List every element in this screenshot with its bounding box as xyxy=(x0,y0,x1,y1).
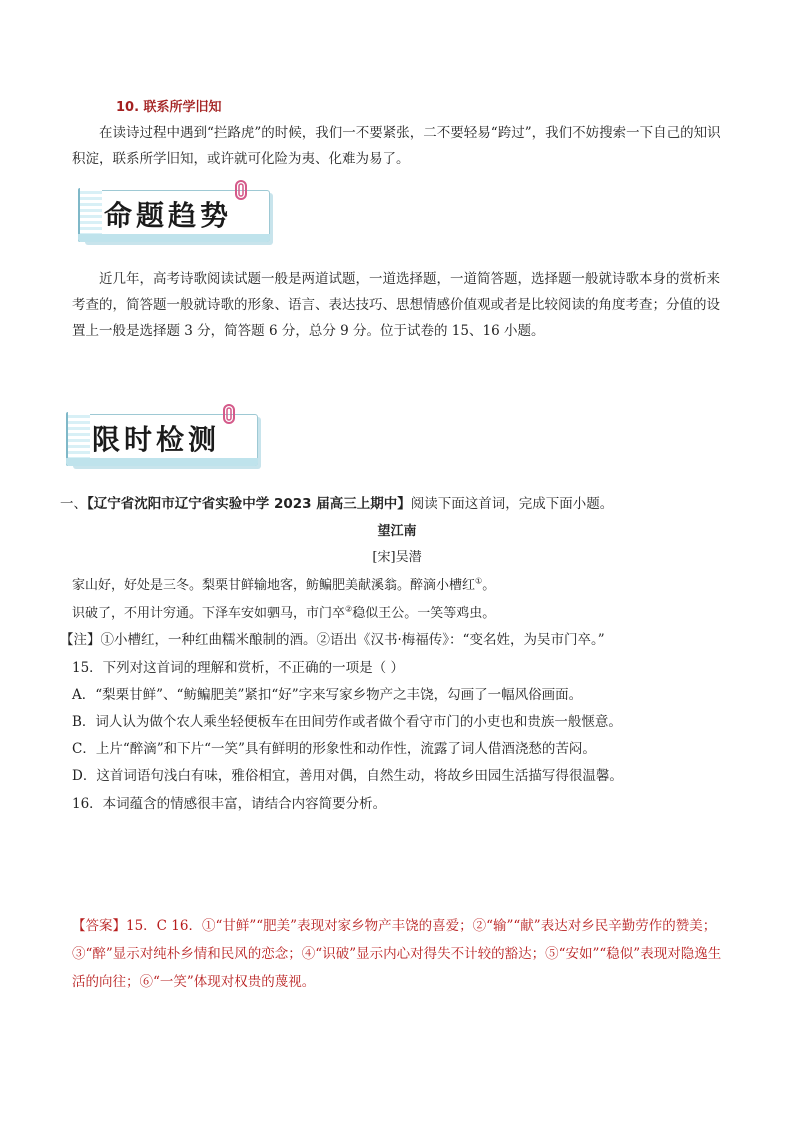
question-prefix: 一、 xyxy=(60,496,87,512)
paperclip-icon xyxy=(230,180,252,202)
poem-author: [宋]吴潜 xyxy=(372,550,422,565)
option-a: A．“梨栗甘鲜”、“鲂鳊肥美”紧扣“好”字来写家乡物产之丰饶，勾画了一幅风俗画面。 xyxy=(72,687,583,703)
banner-trend xyxy=(78,180,278,242)
poem-title: 望江南 xyxy=(377,524,417,539)
poem-line-text: 家山好，好处是三冬。梨栗甘鲜输地客，鲂鳊肥美献溪翁。醉滴小槽红 xyxy=(72,578,476,593)
banner-title: 命题趋势 xyxy=(104,199,233,232)
poem-line-end: 稳似王公。一笑等鸡虫。 xyxy=(352,606,496,621)
question-source: 【辽宁省沈阳市辽宁省实验中学 2023 届高三上期中】 xyxy=(87,496,411,512)
paperclip-icon xyxy=(218,404,240,426)
note-marker: ② xyxy=(345,604,353,614)
banner-test xyxy=(66,404,266,466)
poem-note: 【注】①小槽红，一种红曲糯米酿制的酒。②语出《汉书·梅福传》：“变名姓，为吴市门卒。” xyxy=(60,632,605,648)
banner-underline xyxy=(66,458,258,466)
answer-block: 【答案】15．C 16．①“甘鲜”“肥美”表现对家乡物产丰饶的喜爱；②“输”“献”表达对乡民辛勤劳作的赞美；③“醉”显示对纯朴乡情和民风的恋念；④“识破”显示内心对得失不计较的豁达；⑤“安如”“稳似”表现对隐逸生活的向往；⑥“一笑”体现对权贵的蔑视。 xyxy=(72,918,722,990)
question-instruction: 阅读下面这首词，完成下面小题。 xyxy=(410,496,614,512)
poem-line-end: 。 xyxy=(482,578,496,593)
option-c: C．上片“醉滴”和下片“一笑”具有鲜明的形象性和动作性，流露了词人借酒浇愁的苦闷。 xyxy=(72,741,596,757)
poem-line-1 xyxy=(72,574,495,593)
option-b: B．词人认为做个农人乘坐轻便板车在田间劳作或者做个看守市门的小吏也和贵族一般惬意。 xyxy=(72,714,622,730)
option-d: D．这首词语句浅白有味，雅俗相宜，善用对偶，自然生动，将故乡田园生活描写得很温馨。 xyxy=(72,768,623,784)
poem-line-2 xyxy=(72,602,495,621)
question-16: 16．本词蕴含的情感很丰富，请结合内容简要分析。 xyxy=(72,796,387,812)
section-paragraph: 在读诗过程中遇到“拦路虎”的时候，我们一不要紧张，二不要轻易“跨过”，我们不妨搜索一下自己的知识积淀，联系所学旧知，或许就可化险为夷、化难为易了。 xyxy=(72,125,721,167)
banner-title: 限时检测 xyxy=(92,423,221,456)
question-heading xyxy=(60,492,613,512)
section-heading: 10. 联系所学旧知 xyxy=(116,100,222,115)
trend-paragraph: 近几年，高考诗歌阅读试题一般是两道试题，一道选择题，一道简答题，选择题一般就诗歌本身的赏析来考查的，简答题一般就诗歌的形象、语言、表达技巧、思想情感价值观或者是比较阅读的角度考查；分值的设置上一般是选择题 3 分，简答题 6 分，总分 9 分。位于试卷的 15、16 小题。 xyxy=(72,271,720,339)
question-15: 15．下列对这首词的理解和赏析，不正确的一项是（ ） xyxy=(72,660,404,676)
poem-line-text: 识破了，不用计穷通。下泽车安如驷马，市门卒 xyxy=(72,606,346,621)
note-marker: ① xyxy=(475,576,483,586)
banner-underline xyxy=(78,234,270,242)
